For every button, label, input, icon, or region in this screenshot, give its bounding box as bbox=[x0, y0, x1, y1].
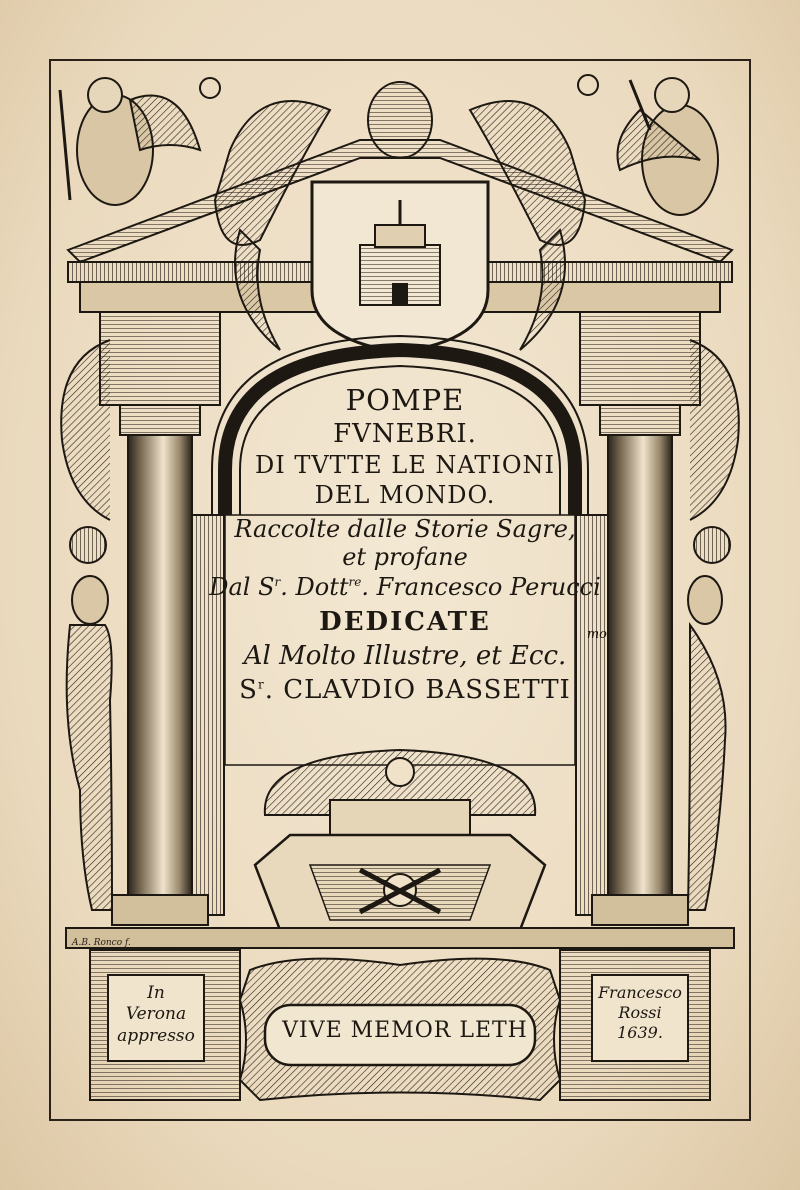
subtitle-line-2: et profane bbox=[342, 543, 468, 571]
sarcophagus bbox=[255, 750, 545, 930]
dedicatee-prefix: S bbox=[239, 675, 258, 705]
author-sup-1: r bbox=[274, 575, 281, 589]
motto: VIVE MEMOR LETH bbox=[282, 1018, 528, 1043]
engraver-signature: A.B. Ronco f. bbox=[72, 938, 131, 948]
caryatid-right bbox=[688, 340, 739, 910]
subtitle-line-1: Raccolte dalle Storie Sagre, bbox=[234, 515, 576, 543]
title-line-3: DI TVTTE LE NATIONI bbox=[254, 451, 556, 479]
imprint-left bbox=[112, 983, 200, 1047]
author-mid: . Dott bbox=[280, 573, 349, 601]
title-line-4: DEL MONDO. bbox=[314, 481, 496, 509]
dedication-heading: DEDICATE bbox=[319, 607, 491, 637]
imprint-left-line-1: In bbox=[147, 983, 165, 1003]
imprint-left-line-3: appresso bbox=[117, 1025, 195, 1046]
author-line bbox=[197, 575, 613, 599]
title-block bbox=[209, 380, 607, 705]
author-sup-2: re bbox=[348, 575, 362, 589]
imprint-right-line-1: Francesco bbox=[598, 983, 682, 1002]
imprint-right bbox=[594, 983, 686, 1043]
imprint-right-line-3: 1639. bbox=[617, 1023, 663, 1042]
dedicatee-line bbox=[197, 677, 613, 703]
title-line-2: FVNEBRI. bbox=[333, 419, 477, 449]
imprint-left-line-2: Verona bbox=[125, 1004, 187, 1025]
caryatid-left bbox=[61, 340, 112, 910]
dedication-text: Al Molto Illustre, et Ecc. bbox=[243, 641, 567, 671]
dedicatee-name: . CLAVDIO BASSETTI bbox=[264, 675, 571, 705]
dedication-line bbox=[195, 627, 615, 671]
dedicatee-sup: r bbox=[257, 677, 265, 692]
dedication-sup: mo bbox=[586, 627, 607, 642]
imprint-right-line-2: Rossi bbox=[618, 1003, 662, 1022]
putto-left bbox=[60, 78, 220, 205]
author-name: . Francesco Perucci bbox=[361, 573, 601, 601]
author-prefix: Dal S bbox=[209, 573, 275, 601]
putto-right bbox=[578, 75, 718, 215]
title-line-1: POMPE bbox=[345, 383, 465, 417]
